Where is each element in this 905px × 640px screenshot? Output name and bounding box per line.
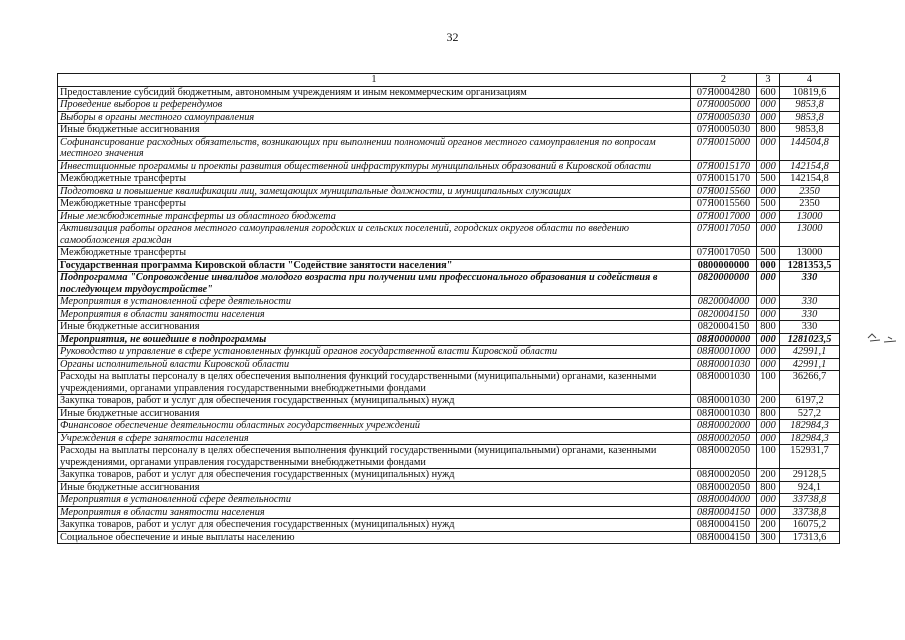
table-row [58,185,840,198]
row-code: 08Я0001030 [691,358,757,371]
row-sum: 1281023,5 [780,333,840,346]
row-sum: 142154,8 [780,173,840,186]
table-row [58,469,840,482]
row-name: Расходы на выплаты персоналу в целях обеспечения выполнения функций государственными (муниципальными) органами, казенными учреждениями, органами управления государственными внебюджетными фондами [58,371,691,395]
row-code: 07Я0005000 [691,99,757,112]
row-code: 07Я0017000 [691,210,757,223]
table-row [58,395,840,408]
row-code: 07Я0005030 [691,124,757,137]
row-name: Мероприятия, не вошедшие в подпрограммы [58,333,691,346]
table-row [58,371,840,395]
row-code: 08Я0002050 [691,432,757,445]
row-code: 07Я0015560 [691,185,757,198]
row-expense-type: 000 [757,223,780,247]
row-code: 0820004000 [691,296,757,309]
row-expense-type: 000 [757,308,780,321]
row-sum: 152931,7 [780,445,840,469]
row-sum: 2350 [780,198,840,211]
row-name: Мероприятия в установленной сфере деятельности [58,494,691,507]
row-name: Мероприятия в области занятости населения [58,506,691,519]
table-row [58,210,840,223]
table-row [58,272,840,296]
row-name: Софинансирование расходных обязательств, возникающих при выполнении полномочий органов местного самоуправления по вопросам местного значения [58,136,691,160]
row-sum: 924,1 [780,481,840,494]
row-sum: 1281353,5 [780,259,840,272]
row-code: 0820004150 [691,308,757,321]
row-expense-type: 800 [757,124,780,137]
table-row [58,308,840,321]
row-sum: 182984,3 [780,432,840,445]
row-sum: 42991,1 [780,346,840,359]
row-sum: 182984,3 [780,420,840,433]
row-sum: 13000 [780,210,840,223]
row-sum: 33738,8 [780,494,840,507]
row-expense-type: 000 [757,432,780,445]
row-name: Руководство и управление в сфере установленных функций органов государственной власти Кировской области [58,346,691,359]
table-row [58,494,840,507]
row-name: Органы исполнительной власти Кировской области [58,358,691,371]
row-name: Межбюджетные трансферты [58,198,691,211]
row-expense-type: 200 [757,395,780,408]
table-header-row [58,74,840,87]
row-sum: 17313,6 [780,531,840,544]
row-sum: 10819,6 [780,86,840,99]
row-code: 08Я0002050 [691,481,757,494]
row-sum: 144504,8 [780,136,840,160]
row-name: Закупка товаров, работ и услуг для обеспечения государственных (муниципальных) нужд [58,519,691,532]
row-code: 08Я0004000 [691,494,757,507]
row-code: 08Я0000000 [691,333,757,346]
row-sum: 33738,8 [780,506,840,519]
row-expense-type: 000 [757,210,780,223]
table-row [58,346,840,359]
row-code: 08Я0002000 [691,420,757,433]
row-expense-type: 100 [757,445,780,469]
row-name: Выборы в органы местного самоуправления [58,111,691,124]
row-sum: 9853,8 [780,111,840,124]
table-row [58,136,840,160]
row-sum: 330 [780,296,840,309]
row-name: Подпрограмма "Сопровождение инвалидов молодого возраста при получении ими профессионального образования и содействия в последующем трудоустройстве" [58,272,691,296]
row-expense-type: 300 [757,531,780,544]
row-expense-type: 800 [757,481,780,494]
header-col-1: 1 [58,74,691,87]
row-expense-type: 000 [757,506,780,519]
row-name: Закупка товаров, работ и услуг для обеспечения государственных (муниципальных) нужд [58,395,691,408]
row-code: 07Я0004280 [691,86,757,99]
row-expense-type: 000 [757,333,780,346]
page-number: 32 [446,30,459,44]
table-row [58,223,840,247]
row-code: 07Я0015000 [691,136,757,160]
table-row [58,160,840,173]
table-row [58,420,840,433]
row-code: 08Я0004150 [691,519,757,532]
row-expense-type: 100 [757,371,780,395]
row-sum: 36266,7 [780,371,840,395]
row-sum: 16075,2 [780,519,840,532]
row-name: Финансовое обеспечение деятельности областных государственных учреждений [58,420,691,433]
row-name: Инвестиционные программы и проекты развития общественной инфраструктуры муниципальных образований в Кировской области [58,160,691,173]
row-name: Межбюджетные трансферты [58,173,691,186]
table-row [58,124,840,137]
row-sum: 142154,8 [780,160,840,173]
row-name: Иные бюджетные ассигнования [58,124,691,137]
row-expense-type: 600 [757,86,780,99]
table-row [58,481,840,494]
table-row [58,358,840,371]
row-code: 07Я0015170 [691,160,757,173]
row-name: Активизация работы органов местного самоуправления городских и сельских поселений, городских округов области по введению самообложения граждан [58,223,691,247]
row-sum: 9853,8 [780,124,840,137]
row-expense-type: 800 [757,407,780,420]
row-expense-type: 000 [757,160,780,173]
row-name: Предоставление субсидий бюджетным, автономным учреждениям и иным некоммерческим организациям [58,86,691,99]
row-code: 0820000000 [691,272,757,296]
row-sum: 330 [780,272,840,296]
row-expense-type: 200 [757,519,780,532]
row-expense-type: 000 [757,346,780,359]
table-row [58,247,840,260]
row-expense-type: 200 [757,469,780,482]
row-name: Иные межбюджетные трансферты из областного бюджета [58,210,691,223]
row-expense-type: 000 [757,111,780,124]
header-col-3: 3 [757,74,780,87]
row-name: Мероприятия в области занятости населения [58,308,691,321]
row-code: 0820004150 [691,321,757,334]
row-expense-type: 000 [757,185,780,198]
row-code: 07Я0015170 [691,173,757,186]
row-name: Межбюджетные трансферты [58,247,691,260]
row-code: 08Я0002050 [691,469,757,482]
row-code: 08Я0001000 [691,346,757,359]
row-code: 07Я0005030 [691,111,757,124]
row-name: Иные бюджетные ассигнования [58,321,691,334]
budget-table [57,73,840,544]
row-sum: 9853,8 [780,99,840,112]
row-name: Учреждения в сфере занятости населения [58,432,691,445]
table-row [58,111,840,124]
row-sum: 13000 [780,223,840,247]
row-expense-type: 000 [757,136,780,160]
row-name: Подготовка и повышение квалификации лиц, замещающих муниципальные должности, и муниципальных служащих [58,185,691,198]
row-name: Мероприятия в установленной сфере деятельности [58,296,691,309]
row-expense-type: 500 [757,198,780,211]
row-name: Закупка товаров, работ и услуг для обеспечения государственных (муниципальных) нужд [58,469,691,482]
row-sum: 330 [780,321,840,334]
table-row [58,333,840,346]
table-row [58,506,840,519]
row-sum: 2350 [780,185,840,198]
header-col-4: 4 [780,74,840,87]
row-code: 08Я0001030 [691,371,757,395]
row-expense-type: 000 [757,420,780,433]
table-row [58,296,840,309]
row-code: 08Я0002050 [691,445,757,469]
row-code: 07Я0015560 [691,198,757,211]
table-row [58,99,840,112]
table-row [58,519,840,532]
row-code: 08Я0004150 [691,506,757,519]
row-expense-type: 000 [757,99,780,112]
row-expense-type: 000 [757,272,780,296]
row-expense-type: 000 [757,259,780,272]
margin-mark [862,328,902,348]
row-code: 07Я0017050 [691,247,757,260]
table-row [58,86,840,99]
row-code: 08Я0001030 [691,407,757,420]
header-col-2: 2 [691,74,757,87]
row-code: 0800000000 [691,259,757,272]
table-row [58,259,840,272]
row-sum: 13000 [780,247,840,260]
row-expense-type: 000 [757,358,780,371]
table-row [58,198,840,211]
row-expense-type: 500 [757,247,780,260]
row-code: 08Я0001030 [691,395,757,408]
table-row [58,173,840,186]
row-name: Социальное обеспечение и иные выплаты населению [58,531,691,544]
budget-table-body [58,74,840,544]
row-expense-type: 000 [757,296,780,309]
row-expense-type: 800 [757,321,780,334]
row-sum: 6197,2 [780,395,840,408]
table-row [58,445,840,469]
table-row [58,321,840,334]
row-name: Иные бюджетные ассигнования [58,407,691,420]
row-name: Проведение выборов и референдумов [58,99,691,112]
row-sum: 527,2 [780,407,840,420]
row-sum: 330 [780,308,840,321]
row-name: Расходы на выплаты персоналу в целях обеспечения выполнения функций государственными (муниципальными) органами, казенными учреждениями, органами управления государственными внебюджетными фондами [58,445,691,469]
row-code: 08Я0004150 [691,531,757,544]
table-row [58,432,840,445]
row-expense-type: 000 [757,494,780,507]
row-code: 07Я0017050 [691,223,757,247]
table-row [58,531,840,544]
row-name: Иные бюджетные ассигнования [58,481,691,494]
row-sum: 29128,5 [780,469,840,482]
table-row [58,407,840,420]
row-sum: 42991,1 [780,358,840,371]
row-name: Государственная программа Кировской области "Содействие занятости населения" [58,259,691,272]
row-expense-type: 500 [757,173,780,186]
